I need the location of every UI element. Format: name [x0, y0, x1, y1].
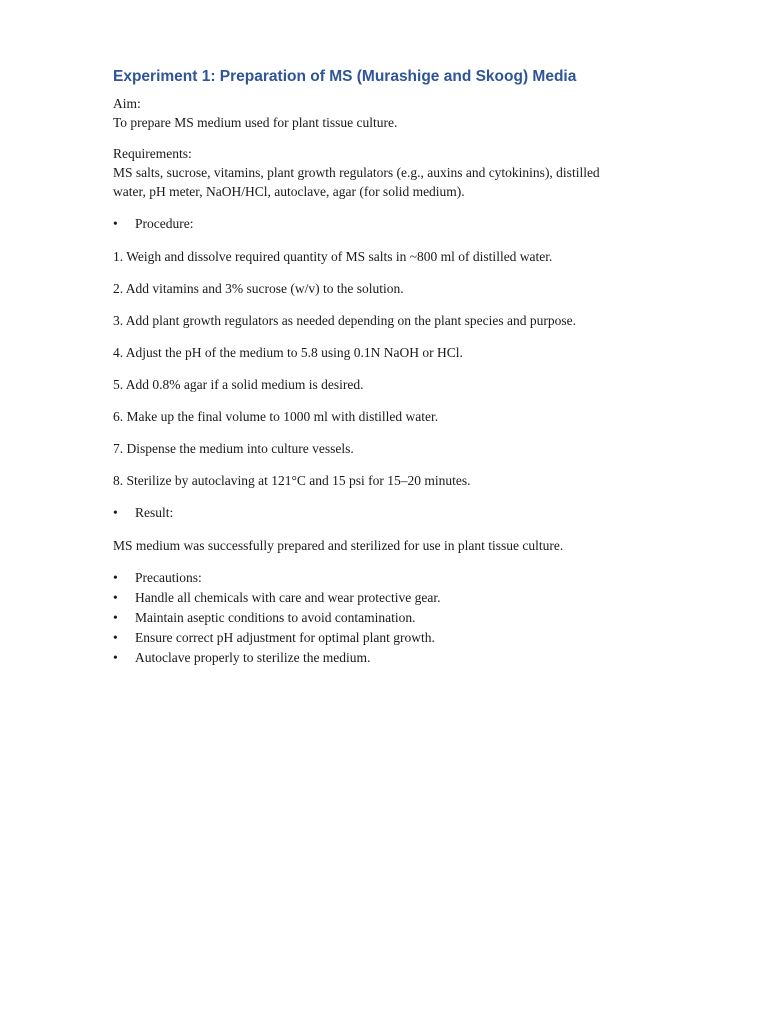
procedure-heading: [113, 214, 673, 234]
requirements-label: Requirements:: [113, 146, 192, 161]
procedure-step: 6. Make up the final volume to 1000 ml with distilled water.: [113, 409, 439, 424]
precaution-text: Maintain aseptic conditions to avoid contamination.: [135, 610, 416, 625]
precaution-item: [113, 648, 673, 668]
aim-label: Aim:: [113, 96, 141, 111]
requirements-line-1: MS salts, sucrose, vitamins, plant growth regulators (e.g., auxins and cytokinins), distilled: [113, 165, 600, 180]
requirements-line-2: water, pH meter, NaOH/HCl, autoclave, agar (for solid medium).: [113, 184, 465, 199]
result-heading: [113, 503, 673, 523]
procedure-step: 8. Sterilize by autoclaving at 121°C and 15 psi for 15–20 minutes.: [113, 473, 471, 488]
precaution-item: [113, 608, 673, 628]
precaution-item: [113, 588, 673, 608]
precautions-list: [113, 568, 673, 668]
precaution-item: [113, 628, 673, 648]
bullet-icon: •: [113, 630, 118, 645]
result-text: MS medium was successfully prepared and sterilized for use in plant tissue culture.: [113, 538, 564, 553]
bullet-icon: •: [113, 216, 118, 231]
procedure-step: 4. Adjust the pH of the medium to 5.8 using 0.1N NaOH or HCl.: [113, 345, 463, 360]
procedure-step: 5. Add 0.8% agar if a solid medium is desired.: [113, 377, 364, 392]
procedure-step: 7. Dispense the medium into culture vessels.: [113, 441, 354, 456]
precaution-text: Autoclave properly to sterilize the medium.: [135, 650, 371, 665]
bullet-icon: •: [113, 505, 118, 520]
result-label: Result:: [135, 505, 174, 520]
procedure-step: 3. Add plant growth regulators as needed depending on the plant species and purpose.: [113, 313, 577, 328]
bullet-icon: •: [113, 650, 118, 665]
procedure-step: 2. Add vitamins and 3% sucrose (w/v) to the solution.: [113, 281, 404, 296]
precautions-label: Precautions:: [135, 570, 202, 585]
precautions-heading: [113, 568, 673, 588]
precaution-text: Ensure correct pH adjustment for optimal plant growth.: [135, 630, 435, 645]
document-title: Experiment 1: Preparation of MS (Murashige and Skoog) Media: [113, 68, 577, 85]
bullet-icon: •: [113, 590, 118, 605]
document-page: [113, 66, 673, 668]
bullet-icon: •: [113, 570, 118, 585]
procedure-label: Procedure:: [135, 216, 194, 231]
precaution-text: Handle all chemicals with care and wear protective gear.: [135, 590, 441, 605]
bullet-icon: •: [113, 610, 118, 625]
procedure-step: 1. Weigh and dissolve required quantity of MS salts in ~800 ml of distilled water.: [113, 249, 553, 264]
aim-text: To prepare MS medium used for plant tissue culture.: [113, 115, 398, 130]
